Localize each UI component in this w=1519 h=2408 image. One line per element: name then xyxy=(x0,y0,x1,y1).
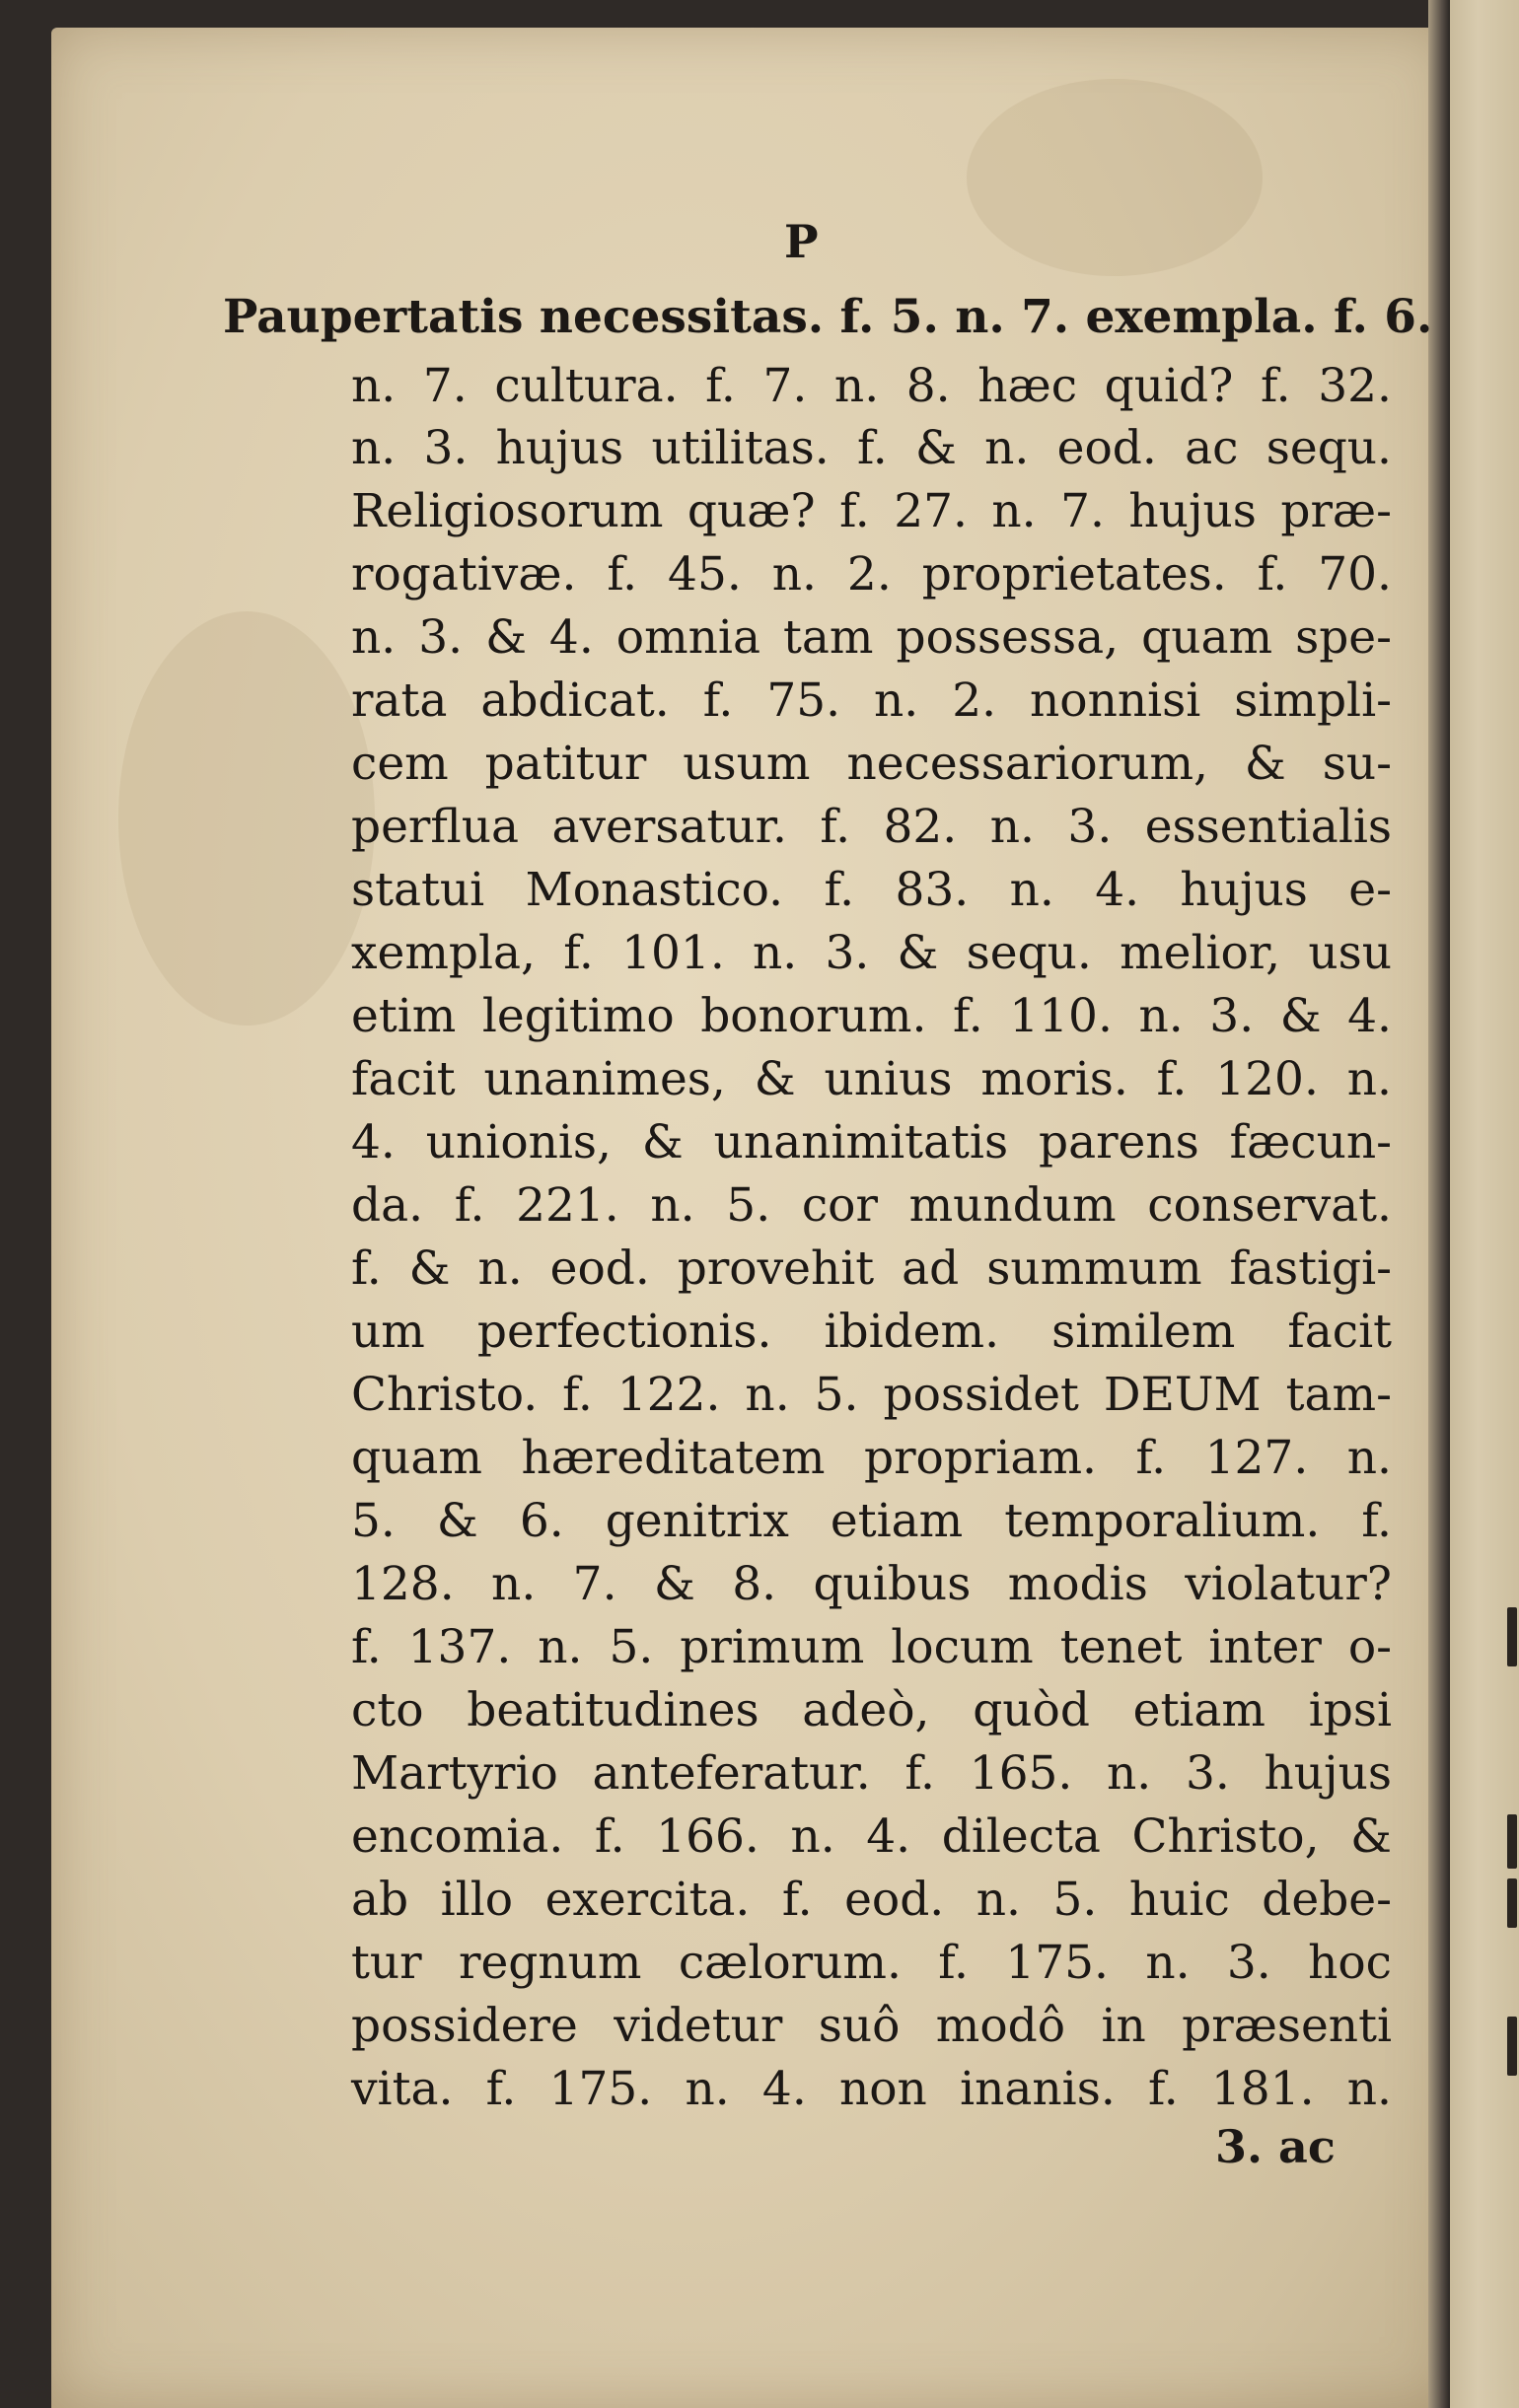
index-line: Paupertatis necessitas. f. 5. n. 7. exempla. f. 6. xyxy=(223,290,1433,344)
index-line: Christo. f. 122. n. 5. possidet DEUM tam- xyxy=(351,1368,1392,1422)
index-line: cem patitur usum necessariorum, & su- xyxy=(351,737,1392,791)
catchword: 3. ac xyxy=(1215,2120,1336,2173)
index-line: 5. & 6. genitrix etiam temporalium. f. xyxy=(351,1494,1392,1548)
index-line: 4. unionis, & unanimitatis parens fæcun- xyxy=(351,1115,1392,1169)
index-line: etim legitimo bonorum. f. 110. n. 3. & 4. xyxy=(351,989,1392,1043)
index-line: rogativæ. f. 45. n. 2. proprietates. f. 70. xyxy=(351,547,1392,602)
index-line: encomia. f. 166. n. 4. dilecta Christo, & xyxy=(351,1809,1392,1864)
index-line: ab illo exercita. f. eod. n. 5. huic debe- xyxy=(351,1873,1392,1927)
index-line: n. 3. & 4. omnia tam possessa, quam spe- xyxy=(351,610,1392,665)
section-letter: P xyxy=(784,215,820,268)
index-line: possidere videtur suô modô in præsenti xyxy=(351,1999,1392,2053)
index-line: vita. f. 175. n. 4. non inanis. f. 181. n. xyxy=(351,2062,1392,2116)
index-line: 128. n. 7. & 8. quibus modis violatur? xyxy=(351,1557,1392,1611)
index-line: um perfectionis. ibidem. similem facit xyxy=(351,1305,1392,1359)
index-line: Religiosorum quæ? f. 27. n. 7. hujus præ- xyxy=(351,484,1392,538)
index-line: statui Monastico. f. 83. n. 4. hujus e- xyxy=(351,863,1392,917)
index-line: da. f. 221. n. 5. cor mundum conservat. xyxy=(351,1178,1392,1233)
index-line: cto beatitudines adeò, quòd etiam ipsi xyxy=(351,1683,1392,1737)
index-line: facit unanimes, & unius moris. f. 120. n. xyxy=(351,1052,1392,1106)
index-line: n. 7. cultura. f. 7. n. 8. hæc quid? f. 32. xyxy=(351,359,1392,413)
index-line: rata abdicat. f. 75. n. 2. nonnisi simpli- xyxy=(351,673,1392,728)
index-line: f. & n. eod. provehit ad summum fastigi- xyxy=(351,1241,1392,1296)
index-line: tur regnum cælorum. f. 175. n. 3. hoc xyxy=(351,1936,1392,1990)
index-line: quam hæreditatem propriam. f. 127. n. xyxy=(351,1431,1392,1485)
index-line: Martyrio anteferatur. f. 165. n. 3. hujus xyxy=(351,1746,1392,1801)
index-line: perflua aversatur. f. 82. n. 3. essentialis xyxy=(351,800,1392,854)
index-line: xempla, f. 101. n. 3. & sequ. melior, usu xyxy=(351,926,1392,980)
index-line: n. 3. hujus utilitas. f. & n. eod. ac sequ. xyxy=(351,421,1392,475)
index-line: f. 137. n. 5. primum locum tenet inter o- xyxy=(351,1620,1392,1674)
